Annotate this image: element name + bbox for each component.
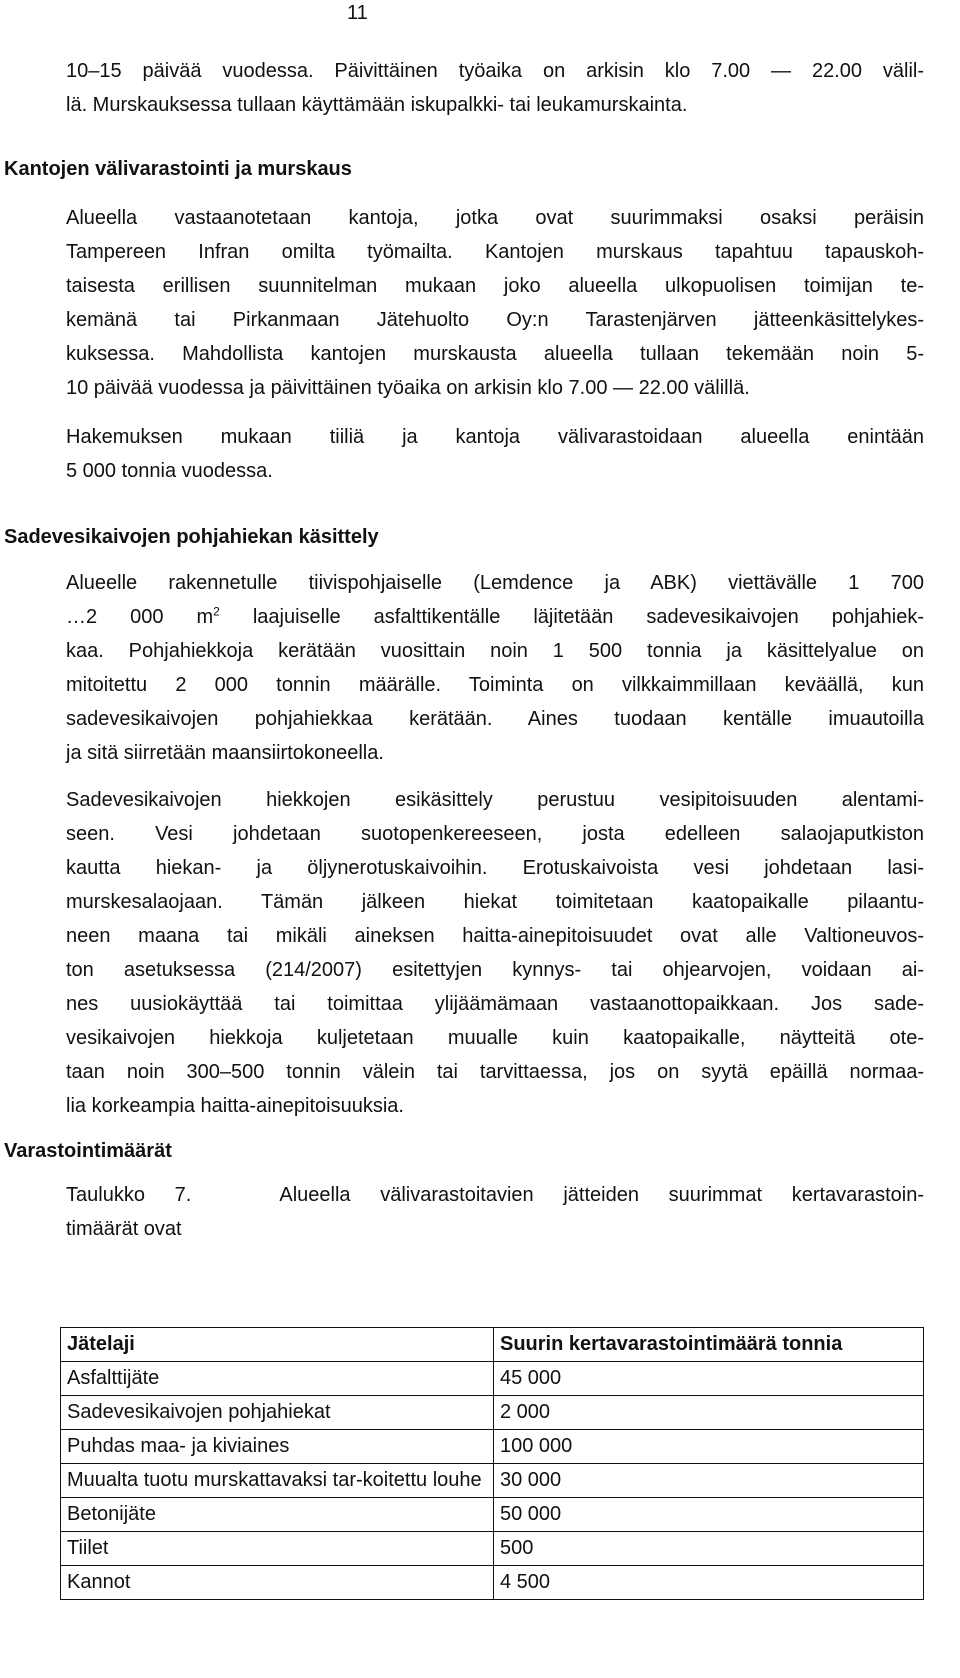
text-line: Tampereen Infran omilta työmailta. Kantojen murskaus tapahtuu tapauskoh- (66, 241, 924, 263)
table-cell: Puhdas maa- ja kiviaines (61, 1430, 494, 1464)
table-cell: Tiilet (61, 1532, 494, 1566)
column-header-maara: Suurin kertavarastointimäärä tonnia (494, 1328, 924, 1362)
text-line: sadevesikaivojen pohjahiekkaa kerätään. Aines tuodaan kentälle imuautoilla (66, 708, 924, 730)
text-line: lia korkeampia haitta-ainepitoisuuksia. (66, 1095, 404, 1117)
table-header-row (61, 1328, 924, 1362)
text-line: ja sitä siirretään maansiirtokoneella. (66, 742, 384, 764)
section-heading-kantojen: Kantojen välivarastointi ja murskaus (4, 158, 352, 180)
text-line: Taulukko 7. Alueella välivarastoitavien jätteiden suurimmat kertavarastoin- (66, 1184, 924, 1206)
text-line: Sadevesikaivojen hiekkojen esikäsittely perustuu vesipitoisuuden alentami- (66, 789, 924, 811)
column-header-jatelaji: Jätelaji (61, 1328, 494, 1362)
table-cell: 2 000 (494, 1396, 924, 1430)
table-cell: 500 (494, 1532, 924, 1566)
text-line: 10 päivää vuodessa ja päivittäinen työaika on arkisin klo 7.00 — 22.00 välillä. (66, 377, 750, 399)
text-line: 10–15 päivää vuodessa. Päivittäinen työaika on arkisin klo 7.00 — 22.00 välil- (66, 60, 924, 82)
paragraph-pohjahiekka-2 (66, 783, 924, 1123)
text-line: kemänä tai Pirkanmaan Jätehuolto Oy:n Tarastenjärven jätteenkäsittelykes- (66, 309, 924, 331)
table-cell: Betonijäte (61, 1498, 494, 1532)
text-line: timäärät ovat (66, 1218, 182, 1240)
text-line: taisesta erillisen suunnitelman mukaan joko alueella ulkopuolisen toimijan te- (66, 275, 924, 297)
text-line: mitoitettu 2 000 tonnin määrälle. Toiminta on vilkkaimmillaan keväällä, kun (66, 674, 924, 696)
page-number: 11 (347, 2, 368, 24)
text-fragment: …2 000 m (66, 606, 214, 628)
paragraph-kantojen-1 (66, 201, 924, 405)
table-cell: Sadevesikaivojen pohjahiekat (61, 1396, 494, 1430)
text-line: Alueelle rakennetulle tiivispohjaiselle (Lemdence ja ABK) viettävälle 1 700 (66, 572, 924, 594)
text-line: nes uusiokäyttää tai toimittaa ylijäämämaan vastaanottopaikkaan. Jos sade- (66, 993, 924, 1015)
table-cell: 50 000 (494, 1498, 924, 1532)
text-line: 5 000 tonnia vuodessa. (66, 460, 273, 482)
text-line: murskesalaojaan. Tämän jälkeen hiekat toimitetaan kaatopaikalle pilaantu- (66, 891, 924, 913)
text-line: kuksessa. Mahdollista kantojen murskausta alueella tullaan tekemään noin 5- (66, 343, 924, 365)
intro-paragraph (66, 54, 924, 122)
table-cell: 30 000 (494, 1464, 924, 1498)
table-cell: 45 000 (494, 1362, 924, 1396)
storage-table (60, 1327, 924, 1600)
superscript: 2 (213, 604, 220, 619)
text-line: Alueella vastaanotetaan kantoja, jotka ovat suurimmaksi osaksi peräisin (66, 207, 924, 229)
text-line: lä. Murskauksessa tullaan käyttämään iskupalkki- tai leukamurskainta. (66, 94, 688, 116)
table-row (61, 1362, 924, 1396)
table-row (61, 1464, 924, 1498)
table-cell: Kannot (61, 1566, 494, 1600)
table-row (61, 1396, 924, 1430)
text-line: neen maana tai mikäli aineksen haitta-ainepitoisuudet ovat alle Valtioneuvos- (66, 925, 924, 947)
text-line: seen. Vesi johdetaan suotopenkereeseen, josta edelleen salaojaputkiston (66, 823, 924, 845)
text-line (66, 600, 924, 634)
table-row (61, 1566, 924, 1600)
table-row (61, 1430, 924, 1464)
paragraph-pohjahiekka-1 (66, 566, 924, 770)
text-line: kautta hiekan- ja öljynerotuskaivoihin. Erotuskaivoista vesi johdetaan lasi- (66, 857, 924, 879)
text-line: kaa. Pohjahiekkoja kerätään vuosittain noin 1 500 tonnia ja käsittelyalue on (66, 640, 924, 662)
section-heading-sadevesikaivojen: Sadevesikaivojen pohjahiekan käsittely (4, 526, 379, 548)
table-cell: Asfalttijäte (61, 1362, 494, 1396)
text-line: taan noin 300–500 tonnin välein tai tarvittaessa, jos on syytä epäillä normaa- (66, 1061, 924, 1083)
table-caption (66, 1178, 924, 1246)
text-line: ton asetuksessa (214/2007) esitettyjen kynnys- tai ohjearvojen, voidaan ai- (66, 959, 924, 981)
paragraph-kantojen-2 (66, 420, 924, 488)
text-line: vesikaivojen hiekkoja kuljetetaan muualle kuin kaatopaikalle, näytteitä ote- (66, 1027, 924, 1049)
text-fragment: laajuiselle asfalttikentälle läjitetään sadevesikaivojen pohjahiek- (219, 606, 925, 628)
text-line: Hakemuksen mukaan tiiliä ja kantoja välivarastoidaan alueella enintään (66, 426, 924, 448)
table-row (61, 1498, 924, 1532)
table-row (61, 1532, 924, 1566)
section-heading-varastointimaarat: Varastointimäärät (4, 1140, 172, 1162)
table-cell: 100 000 (494, 1430, 924, 1464)
table-cell: 4 500 (494, 1566, 924, 1600)
table-cell: Muualta tuotu murskattavaksi tar-koitettu louhe (61, 1464, 494, 1498)
